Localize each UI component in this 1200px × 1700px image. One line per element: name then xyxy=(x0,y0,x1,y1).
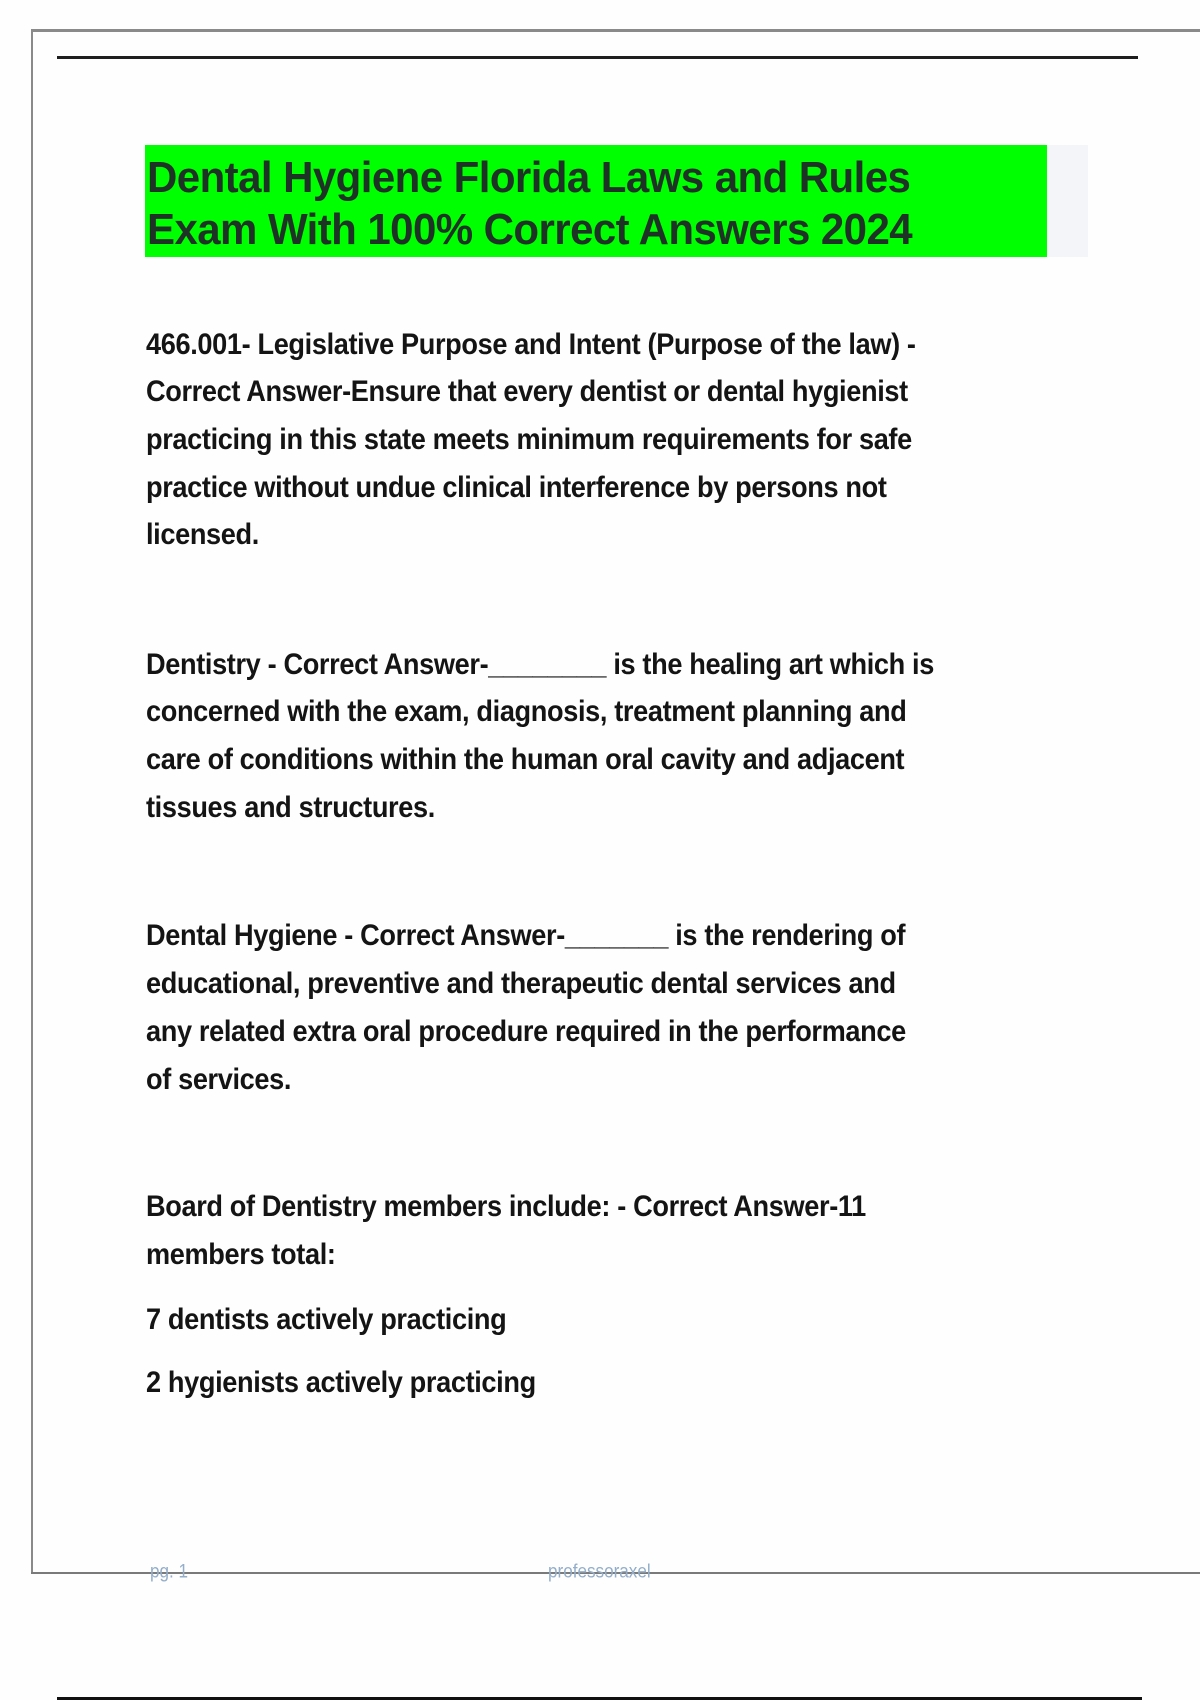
entry-line: any related extra oral procedure required in the performance xyxy=(146,1015,906,1048)
entry-line: 466.001- Legislative Purpose and Intent (Purpose of the law) - xyxy=(146,328,916,361)
entry-sub-item: 7 dentists actively practicing xyxy=(146,1303,507,1336)
entry-line: practice without undue clinical interference by persons not xyxy=(146,471,887,504)
entry-line: Correct Answer-Ensure that every dentist or dental hygienist xyxy=(146,375,908,408)
page-frame-top-border xyxy=(31,29,1200,32)
page-number: pg. 1 xyxy=(150,1561,189,1583)
page-frame-left-border xyxy=(31,29,33,1574)
entry-line: care of conditions within the human oral cavity and adjacent xyxy=(146,743,905,776)
title-line-1: Dental Hygiene Florida Laws and Rules xyxy=(147,153,911,202)
entry-line: of services. xyxy=(146,1063,292,1096)
author-label: professoraxel xyxy=(548,1561,651,1583)
entry-line: Board of Dentistry members include: - Correct Answer-11 xyxy=(146,1190,866,1223)
entry-line: Dental Hygiene - Correct Answer-_______ is the rendering of xyxy=(146,919,906,952)
entry-line: licensed. xyxy=(146,518,259,551)
entry-line: practicing in this state meets minimum requirements for safe xyxy=(146,423,912,456)
title-line-2: Exam With 100% Correct Answers 2024 xyxy=(147,205,913,254)
entry-sub-item: 2 hygienists actively practicing xyxy=(146,1366,536,1399)
entry-line: tissues and structures. xyxy=(146,791,435,824)
entry-line: concerned with the exam, diagnosis, treatment planning and xyxy=(146,695,907,728)
header-rule xyxy=(57,56,1138,59)
entry-line: members total: xyxy=(146,1238,336,1271)
entry-line: Dentistry - Correct Answer-________ is the healing art which is xyxy=(146,648,934,681)
entry-line: educational, preventive and therapeutic dental services and xyxy=(146,967,896,1000)
